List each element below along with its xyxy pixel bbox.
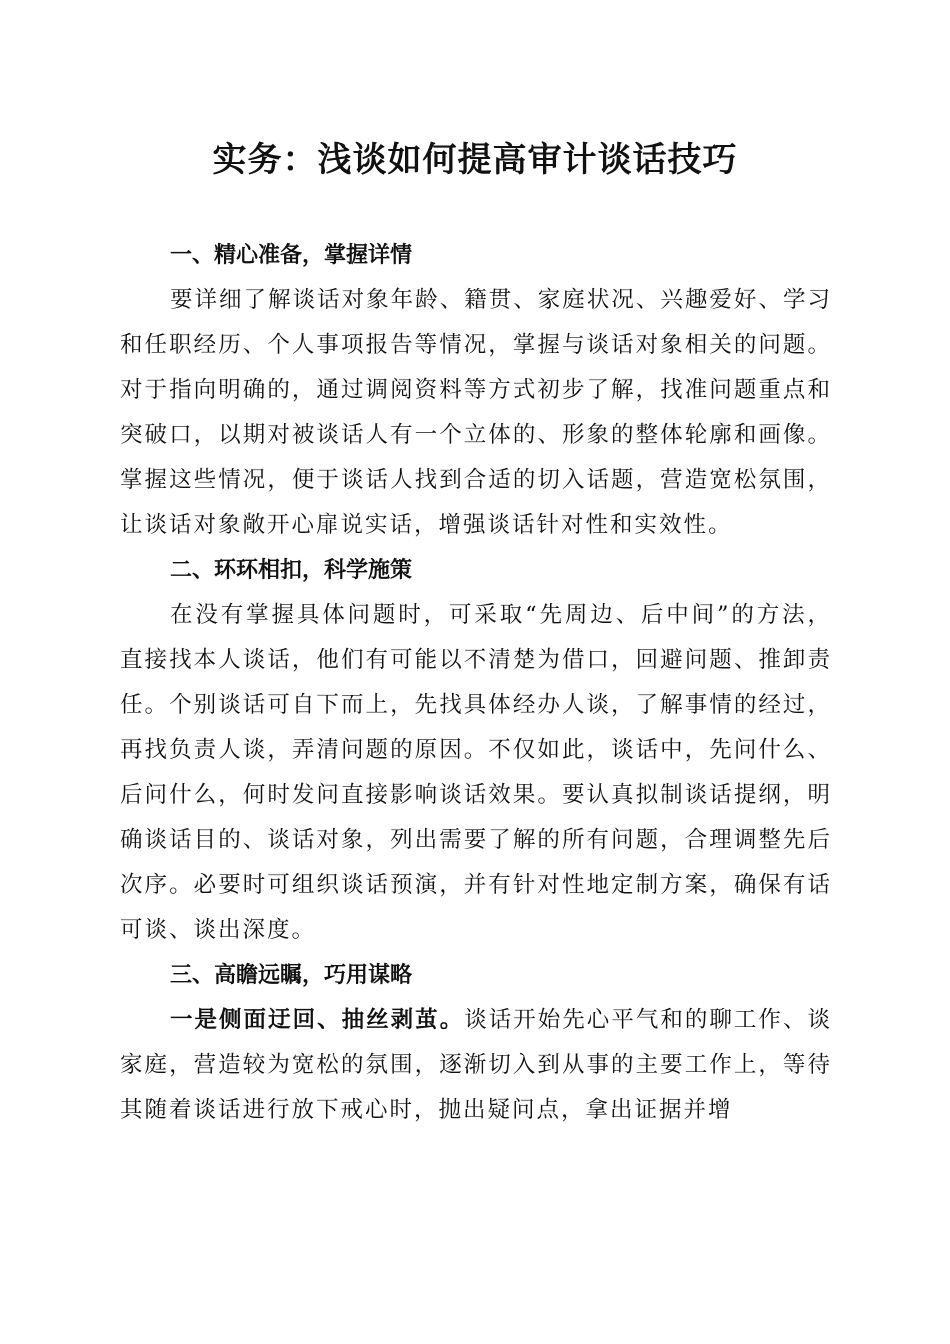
section-paragraph: 要详细了解谈话对象年龄、籍贯、家庭状况、兴趣爱好、学习和任职经历、个人事项报告等情况，掌握与谈话对象相关的问题。对于指向明确的，通过调阅资料等方式初步了解，找准问题重点和突破口，以期对被谈话人有一个立体的、形象的整体轮廓和画像。掌握这些情况，便于谈话人找到合适的切入话题，营造宽松氛围，让谈话对象敞开心扉说实话，增强谈话针对性和实效性。 — [120, 287, 832, 538]
document-title: 实务：浅谈如何提高审计谈话技巧 — [212, 140, 738, 180]
section-paragraph — [120, 998, 832, 1133]
paragraph-text: 谈话开始先心平气和的聊工作、谈家庭，营造较为宽松的氛围，逐渐切入到从事的主要工作上，等待其随着谈话进行放下戒心时，抛出疑问点，拿出证据并增 — [120, 1007, 832, 1123]
section-paragraph: 在没有掌握具体问题时，可采取“先周边、后中间”的方法，直接找本人谈话，他们有可能以不清楚为借口，回避问题、推卸责任。个别谈话可自下而上，先找具体经办人谈，了解事情的经过，再找负责人谈，弄清问题的原因。不仅如此，谈话中，先问什么、后问什么，何时发问直接影响谈话效果。要认真拟制谈话提纲，明确谈话目的、谈话对象，列出需要了解的所有问题，合理调整先后次序。必要时可组织谈话预演，并有针对性地定制方案，确保有话可谈、谈出深度。 — [120, 602, 832, 943]
section-3 — [120, 953, 832, 1133]
section-heading: 三、高瞻远瞩，巧用谋略 — [170, 963, 413, 988]
document-body — [120, 233, 832, 1133]
section-heading: 二、环环相扣，科学施策 — [170, 558, 413, 583]
section-1 — [120, 233, 832, 548]
section-heading: 一、精心准备，掌握详情 — [170, 243, 413, 268]
section-2 — [120, 548, 832, 953]
paragraph-lead-phrase: 一是侧面迂回、抽丝剥茧。 — [170, 1007, 465, 1033]
